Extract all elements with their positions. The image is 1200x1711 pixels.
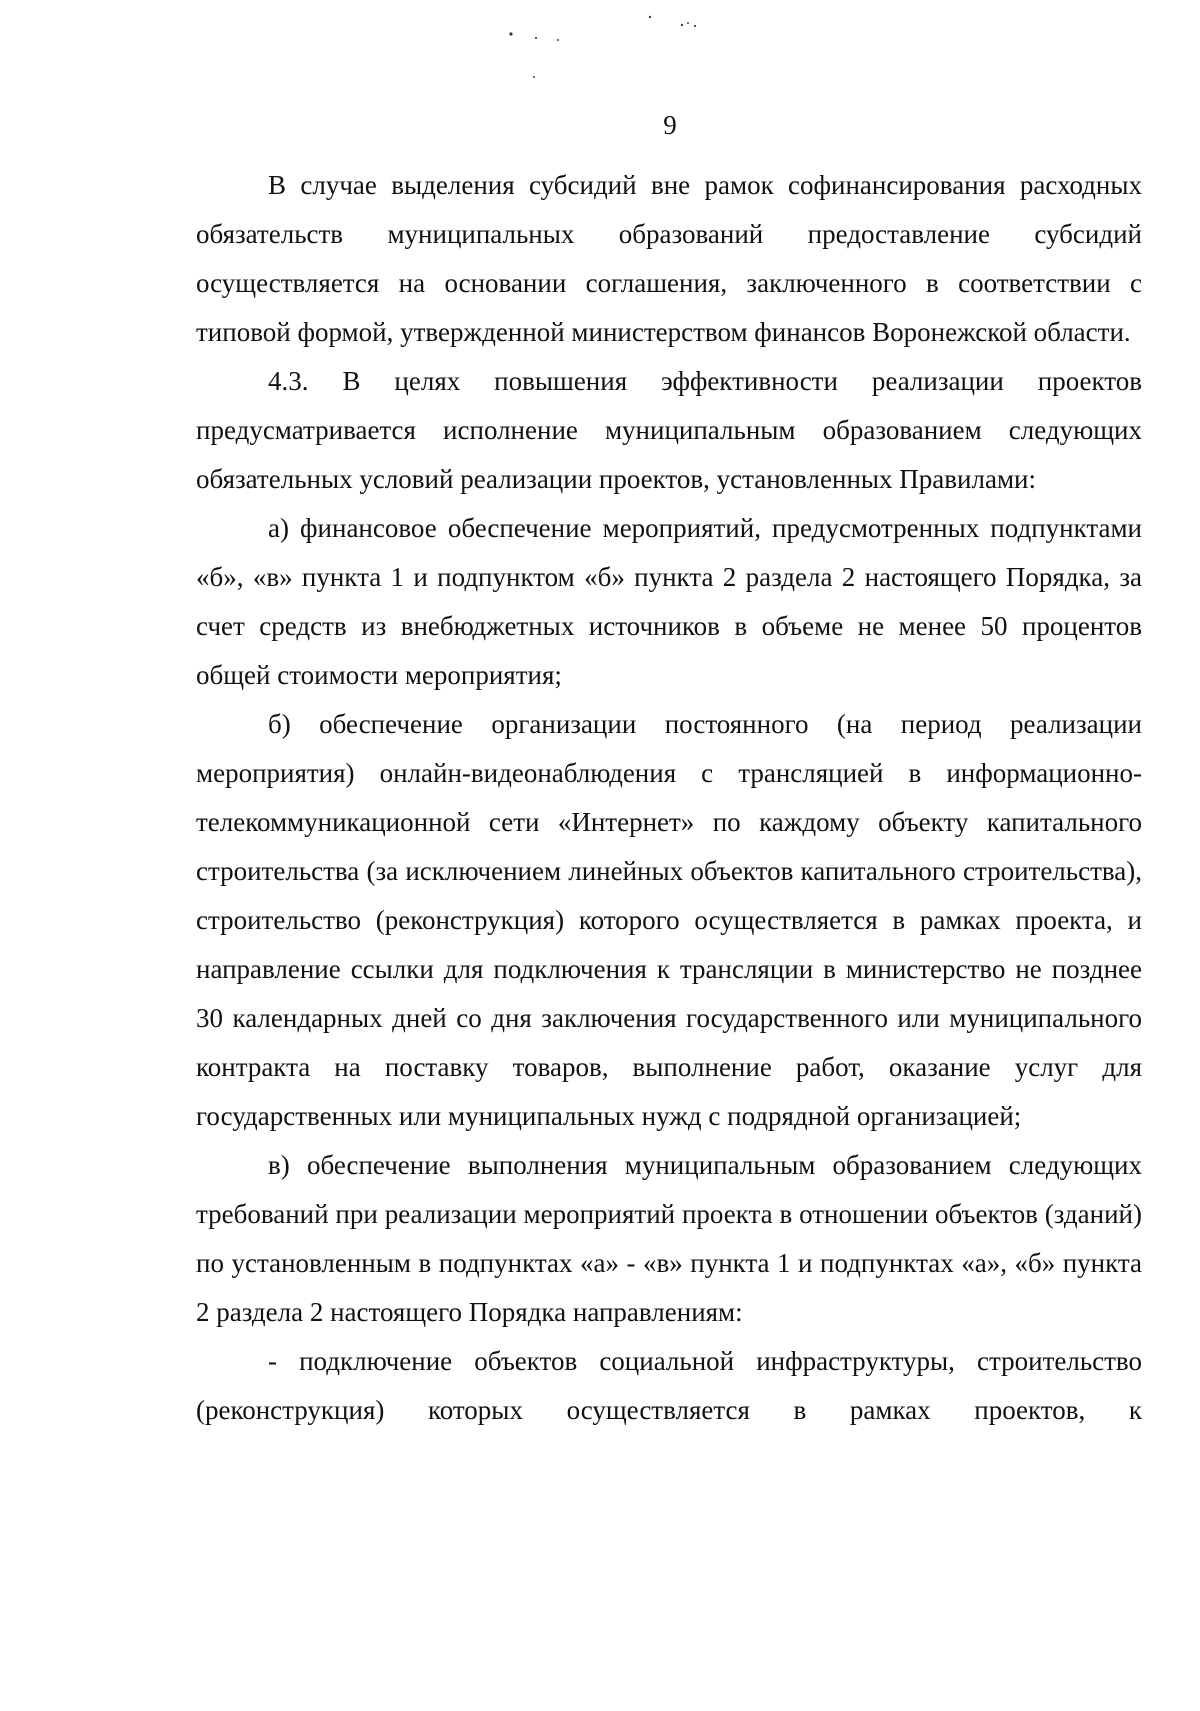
paragraph-item-v: в) обеспечение выполнения муниципальным образованием следующих требований при реализации мероприятий проекта в отношении объектов (зданий) по установленным в подпунктах «а» - «в» пункта 1 и подпунктах «а», «б» пункта 2 раздела 2 настоящего Порядка направлениям:: [196, 1150, 1142, 1327]
document-body: [196, 161, 1142, 1435]
paragraph-social-infrastructure: - подключение объектов социальной инфраструктуры, строительство (реконструкция) которых осуществляется в рамках проектов, к: [196, 1346, 1142, 1425]
page-number: 9: [663, 110, 677, 140]
paragraph-item-b: б) обеспечение организации постоянного (на период реализации мероприятия) онлайн-видеонаблюдения с трансляцией в информационно-телекоммуникационной сети «Интернет» по каждому объекту капитального строительства (за исключением линейных объектов капитального строительства), строительство (реконструкция) которого осуществляется в рамках проекта, и направление ссылки для подключения к трансляции в министерство не позднее 30 календарных дней со дня заключения государственного или муниципального контракта на поставку товаров, выполнение работ, оказание услуг для государственных или муниципальных нужд с подрядной организацией;: [196, 709, 1142, 1131]
scan-speck: [649, 16, 651, 18]
scan-speck: [535, 37, 537, 39]
paragraph-section-4-3: 4.3. В целях повышения эффективности реализации проектов предусматривается исполнение муниципальным образованием следующих обязательных условий реализации проектов, установленных Правилами:: [196, 366, 1142, 494]
scan-speck: [533, 76, 535, 78]
scan-speck: [681, 24, 683, 26]
scan-artifact-marks: [0, 0, 1200, 100]
paragraph-item-a: а) финансовое обеспечение мероприятий, предусмотренных подпунктами «б», «в» пункта 1 и подпунктом «б» пункта 2 раздела 2 настоящего Порядка, за счет средств из внебюджетных источников в объеме не менее 50 процентов общей стоимости мероприятия;: [196, 513, 1142, 690]
scan-speck: [687, 22, 689, 24]
scan-speck: [694, 25, 696, 27]
scan-speck: [557, 39, 559, 41]
paragraph-subsidy-agreement: В случае выделения субсидий вне рамок софинансирования расходных обязательств муниципальных образований предоставление субсидий осуществляется на основании соглашения, заключенного в соответствии с типовой формой, утвержденной министерством финансов Воронежской области.: [196, 170, 1142, 347]
scan-speck: [509, 32, 512, 35]
